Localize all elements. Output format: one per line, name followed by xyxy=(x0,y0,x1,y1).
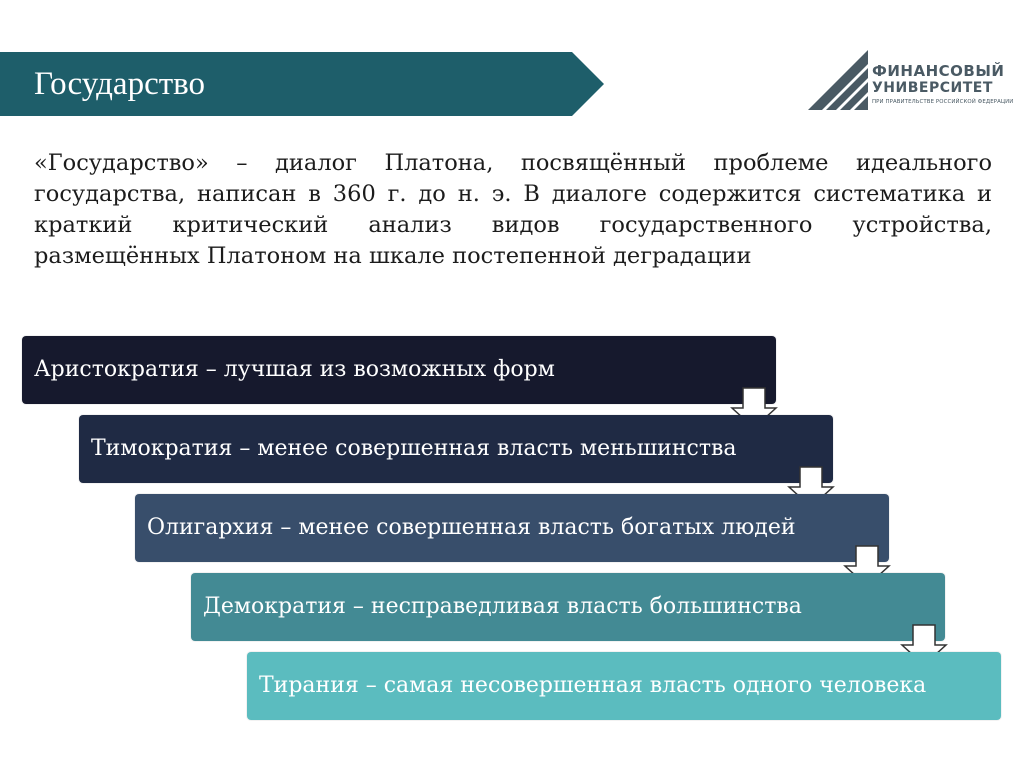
title-banner xyxy=(0,52,604,116)
page-title: Государство xyxy=(34,66,205,102)
logo-text-line3: ПРИ ПРАВИТЕЛЬСТВЕ РОССИЙСКОЙ ФЕДЕРАЦИИ xyxy=(872,99,1014,105)
step-oligarchy xyxy=(135,494,889,562)
step-label: Тимократия – менее совершенная власть меньшинства xyxy=(91,436,737,461)
step-aristocracy xyxy=(22,336,776,404)
step-label: Демократия – несправедливая власть большинства xyxy=(203,594,802,619)
step-label: Аристократия – лучшая из возможных форм xyxy=(34,357,555,382)
logo-text-line2: УНИВЕРСИТЕТ xyxy=(872,80,993,96)
logo-text-line1: ФИНАНСОВЫЙ xyxy=(872,62,1005,80)
university-logo xyxy=(808,50,1014,114)
step-tyranny xyxy=(247,652,1001,720)
logo-emblem-icon xyxy=(808,50,870,112)
step-democracy xyxy=(191,573,945,641)
step-timocracy xyxy=(79,415,833,483)
step-label: Тирания – самая несовершенная власть одного человека xyxy=(259,673,927,698)
step-label: Олигархия – менее совершенная власть богатых людей xyxy=(147,515,796,540)
intro-paragraph: «Государство» – диалог Платона, посвящённый проблеме идеального государства, написан в 360 г. до н. э. В диалоге содержится систематика и краткий критический анализ видов государственного устройства, размещённых Платоном на шкале постепенной деградации xyxy=(34,150,992,269)
